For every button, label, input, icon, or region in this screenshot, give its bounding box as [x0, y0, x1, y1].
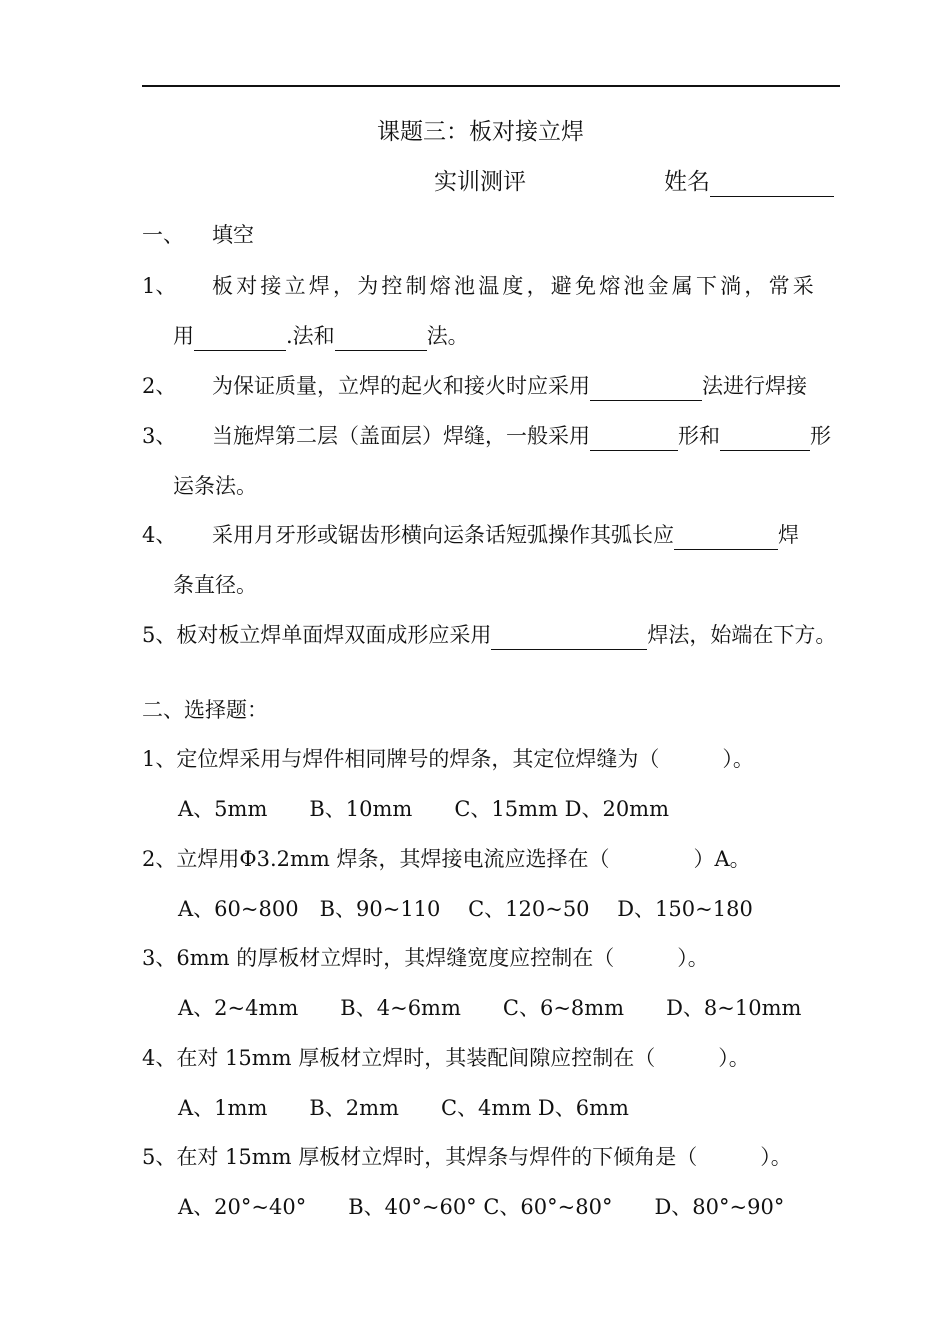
- mc4-options[interactable]: A、1mm B、2mm C、4mm D、6mm: [178, 1096, 629, 1120]
- page-title: 课题三：板对接立焊: [377, 119, 584, 145]
- mc1-question: 1、定位焊采用与焊件相同牌号的焊条，其定位焊缝为（ ）。: [142, 747, 754, 771]
- q3-text: 当施焊第二层（盖面层）焊缝，一般采用: [212, 424, 590, 448]
- q4-number: 4、: [142, 523, 177, 547]
- q1-text-c: 法。: [426, 324, 469, 348]
- q2-blank[interactable]: [590, 378, 702, 401]
- q3-line1: [212, 421, 831, 451]
- q2-text: 为保证质量，立焊的起火和接火时应采用: [212, 374, 590, 398]
- q5-blank[interactable]: [491, 627, 647, 650]
- q2-line: [212, 371, 807, 401]
- name-label: 姓名: [664, 169, 710, 195]
- q3-number: 3、: [142, 424, 177, 448]
- q1-text-a: 用: [173, 324, 194, 348]
- mc2-question: 2、立焊用Φ3.2mm 焊条，其焊接电流应选择在（ ）A。: [142, 847, 751, 871]
- subtitle: 实训测评: [434, 169, 526, 195]
- q4-text: 采用月牙形或锯齿形横向运条话短弧操作其弧长应: [212, 523, 674, 547]
- q2-number: 2、: [142, 374, 177, 398]
- mc3-question: 3、6mm 的厚板材立焊时，其焊缝宽度应控制在（ ）。: [142, 946, 709, 970]
- mc5-question: 5、在对 15mm 厚板材立焊时，其焊条与焊件的下倾角是（ ）。: [142, 1145, 792, 1169]
- section1-number: 一、: [142, 223, 184, 247]
- q2-after: 法进行焊接: [702, 374, 807, 398]
- q3-end: 形: [810, 424, 831, 448]
- q1-blank-2[interactable]: [335, 328, 427, 351]
- q3-mid: 形和: [678, 424, 720, 448]
- q5-line: [142, 620, 836, 650]
- q1-line2: [173, 321, 469, 351]
- q1-text-b: .法和: [286, 324, 335, 348]
- q5-after: 焊法，始端在下方。: [647, 623, 837, 647]
- mc2-options[interactable]: A、60~800 B、90~110 C、120~50 D、150~180: [178, 897, 753, 921]
- section1-title: 填空: [212, 223, 254, 247]
- top-rule: [142, 85, 840, 87]
- q4-blank[interactable]: [674, 527, 778, 550]
- q3-blank-1[interactable]: [590, 428, 678, 451]
- q1-blank-1[interactable]: [194, 328, 286, 351]
- q3-line2: 运条法。: [173, 474, 257, 498]
- q5-text: 5、板对板立焊单面焊双面成形应采用: [142, 623, 492, 647]
- q4-line1: [212, 520, 799, 550]
- q4-end: 焊: [778, 523, 799, 547]
- mc3-options[interactable]: A、2~4mm B、4~6mm C、6~8mm D、8~10mm: [178, 996, 802, 1020]
- mc4-question: 4、在对 15mm 厚板材立焊时，其装配间隙应控制在（ ）。: [142, 1046, 750, 1070]
- q1-line1: 板对接立焊，为控制熔池温度，避免熔池金属下淌，常采: [212, 274, 817, 298]
- mc5-options[interactable]: A、20°~40° B、40°~60° C、60°~80° D、80°~90°: [178, 1195, 785, 1219]
- q4-line2: 条直径。: [173, 573, 257, 597]
- name-row: [664, 167, 834, 197]
- section2-title: 二、选择题：: [142, 698, 268, 722]
- q3-blank-2[interactable]: [720, 428, 810, 451]
- mc1-options[interactable]: A、5mm B、10mm C、15mm D、20mm: [178, 797, 670, 821]
- q1-number: 1、: [142, 274, 177, 298]
- name-blank[interactable]: [710, 174, 834, 197]
